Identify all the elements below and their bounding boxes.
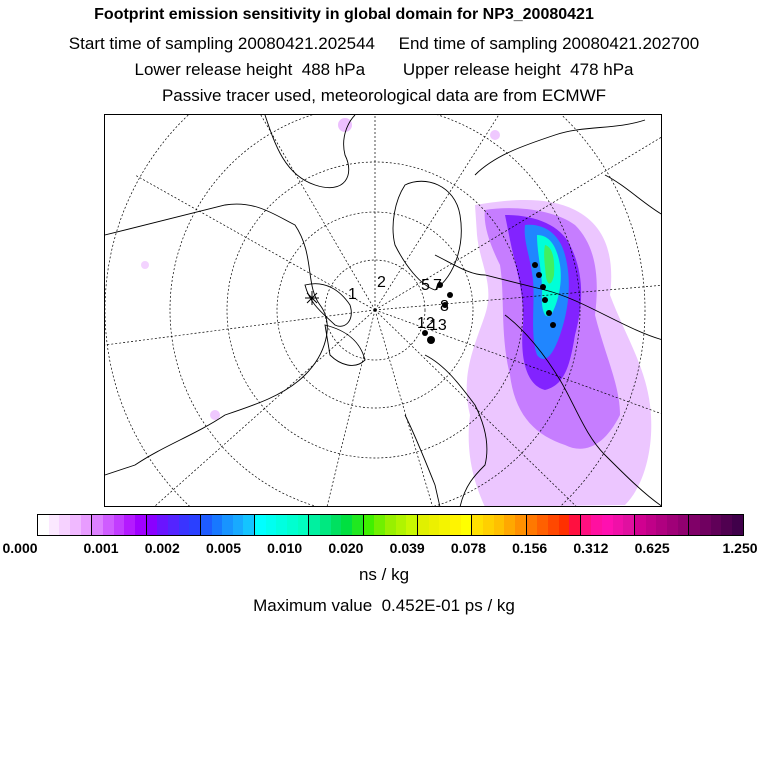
colorbar — [37, 514, 744, 536]
track-label: 12 — [417, 315, 435, 332]
colorbar-swatch — [623, 515, 634, 535]
colorbar-swatch — [494, 515, 505, 535]
release-height-line: Lower release height 488 hPa Upper release height 478 hPa — [134, 60, 634, 79]
colorbar-swatch — [179, 515, 190, 535]
colorbar-tick-label: 0.002 — [144, 540, 180, 556]
colorbar-swatch — [38, 515, 49, 535]
colorbar-swatch — [406, 515, 417, 535]
colorbar-swatch — [429, 515, 440, 535]
track-label: 1 — [348, 286, 357, 303]
colorbar-swatch — [548, 515, 559, 535]
colorbar-swatch — [461, 515, 472, 535]
colorbar-swatch — [450, 515, 461, 535]
colorbar-swatch — [526, 515, 538, 535]
colorbar-swatch — [634, 515, 646, 535]
colorbar-swatch — [711, 515, 722, 535]
track-label: 5 — [421, 277, 430, 294]
colorbar-swatch — [212, 515, 223, 535]
colorbar-swatch — [667, 515, 678, 535]
colorbar-tick-label: 0.020 — [328, 540, 364, 556]
colorbar-swatch — [504, 515, 515, 535]
colorbar-swatch — [157, 515, 168, 535]
colorbar-swatch — [537, 515, 548, 535]
colorbar-swatch — [91, 515, 103, 535]
track-label: 13 — [429, 317, 447, 334]
colorbar-swatch — [124, 515, 135, 535]
colorbar-swatch — [602, 515, 613, 535]
colorbar-swatch — [114, 515, 125, 535]
colorbar-swatch — [721, 515, 732, 535]
colorbar-swatch — [341, 515, 352, 535]
colorbar-swatch — [135, 515, 146, 535]
colorbar-tick-label: 0.625 — [634, 540, 670, 556]
colorbar-tick-label: 0.078 — [450, 540, 486, 556]
colorbar-swatch — [146, 515, 158, 535]
colorbar-swatch — [276, 515, 287, 535]
colorbar-tick-label: 0.010 — [267, 540, 303, 556]
colorbar-swatch — [559, 515, 570, 535]
colorbar-swatch — [49, 515, 60, 535]
colorbar-swatch — [103, 515, 114, 535]
colorbar-swatch — [254, 515, 266, 535]
colorbar-swatch — [363, 515, 375, 535]
sampling-time-line: Start time of sampling 20080421.202544 End time of sampling 20080421.202700 — [68, 34, 700, 53]
colorbar-swatch — [613, 515, 624, 535]
receptor-marker — [305, 291, 319, 305]
unit-label: ns / kg — [358, 565, 410, 584]
colorbar-swatch — [417, 515, 429, 535]
colorbar-swatch — [439, 515, 450, 535]
colorbar-swatch — [70, 515, 81, 535]
colorbar-swatch — [266, 515, 277, 535]
colorbar-swatch — [287, 515, 298, 535]
colorbar-swatch — [243, 515, 254, 535]
colorbar-swatch — [59, 515, 70, 535]
colorbar-tick-label: 0.312 — [573, 540, 609, 556]
colorbar-swatch — [515, 515, 526, 535]
sensitivity-plume — [141, 118, 651, 507]
colorbar-swatch — [580, 515, 592, 535]
colorbar-swatch — [471, 515, 483, 535]
colorbar-swatch — [81, 515, 92, 535]
colorbar-tick-label: 0.039 — [389, 540, 425, 556]
track-label: 8 — [440, 298, 449, 315]
colorbar-swatch — [656, 515, 667, 535]
colorbar-swatch — [320, 515, 331, 535]
track-labels — [348, 274, 449, 334]
colorbar-swatch — [646, 515, 657, 535]
colorbar-tick-label: 0.005 — [205, 540, 241, 556]
colorbar-swatch — [189, 515, 200, 535]
colorbar-swatch — [678, 515, 689, 535]
maximum-value-label: Maximum value 0.452E-01 ps / kg — [253, 596, 515, 615]
map-panel — [104, 114, 662, 507]
colorbar-swatch — [569, 515, 580, 535]
chart-title: Footprint emission sensitivity in global domain for NP3_20080421 — [94, 6, 594, 23]
colorbar-tick-label: 0.001 — [83, 540, 119, 556]
colorbar-swatch — [700, 515, 711, 535]
colorbar-swatch — [222, 515, 233, 535]
colorbar-swatch — [396, 515, 407, 535]
colorbar-swatch — [298, 515, 309, 535]
track-label: 7 — [433, 277, 442, 294]
footprint-map — [105, 115, 662, 507]
colorbar-tick-label: 0.156 — [512, 540, 548, 556]
colorbar-swatch — [168, 515, 179, 535]
colorbar-swatch — [331, 515, 342, 535]
colorbar-swatch — [374, 515, 385, 535]
tracer-info-line: Passive tracer used, meteorological data are from ECMWF — [161, 86, 607, 105]
colorbar-swatch — [688, 515, 700, 535]
colorbar-tick-label: 0.000 — [2, 540, 38, 556]
colorbar-tick-label: 1.250 — [722, 540, 758, 556]
track-label: 2 — [377, 274, 386, 291]
colorbar-swatch — [385, 515, 396, 535]
colorbar-swatch — [732, 515, 743, 535]
colorbar-swatch — [200, 515, 212, 535]
colorbar-swatch — [308, 515, 320, 535]
colorbar-swatch — [483, 515, 494, 535]
colorbar-ticks — [0, 540, 768, 560]
colorbar-swatch — [352, 515, 363, 535]
colorbar-swatch — [233, 515, 244, 535]
colorbar-swatch — [591, 515, 602, 535]
